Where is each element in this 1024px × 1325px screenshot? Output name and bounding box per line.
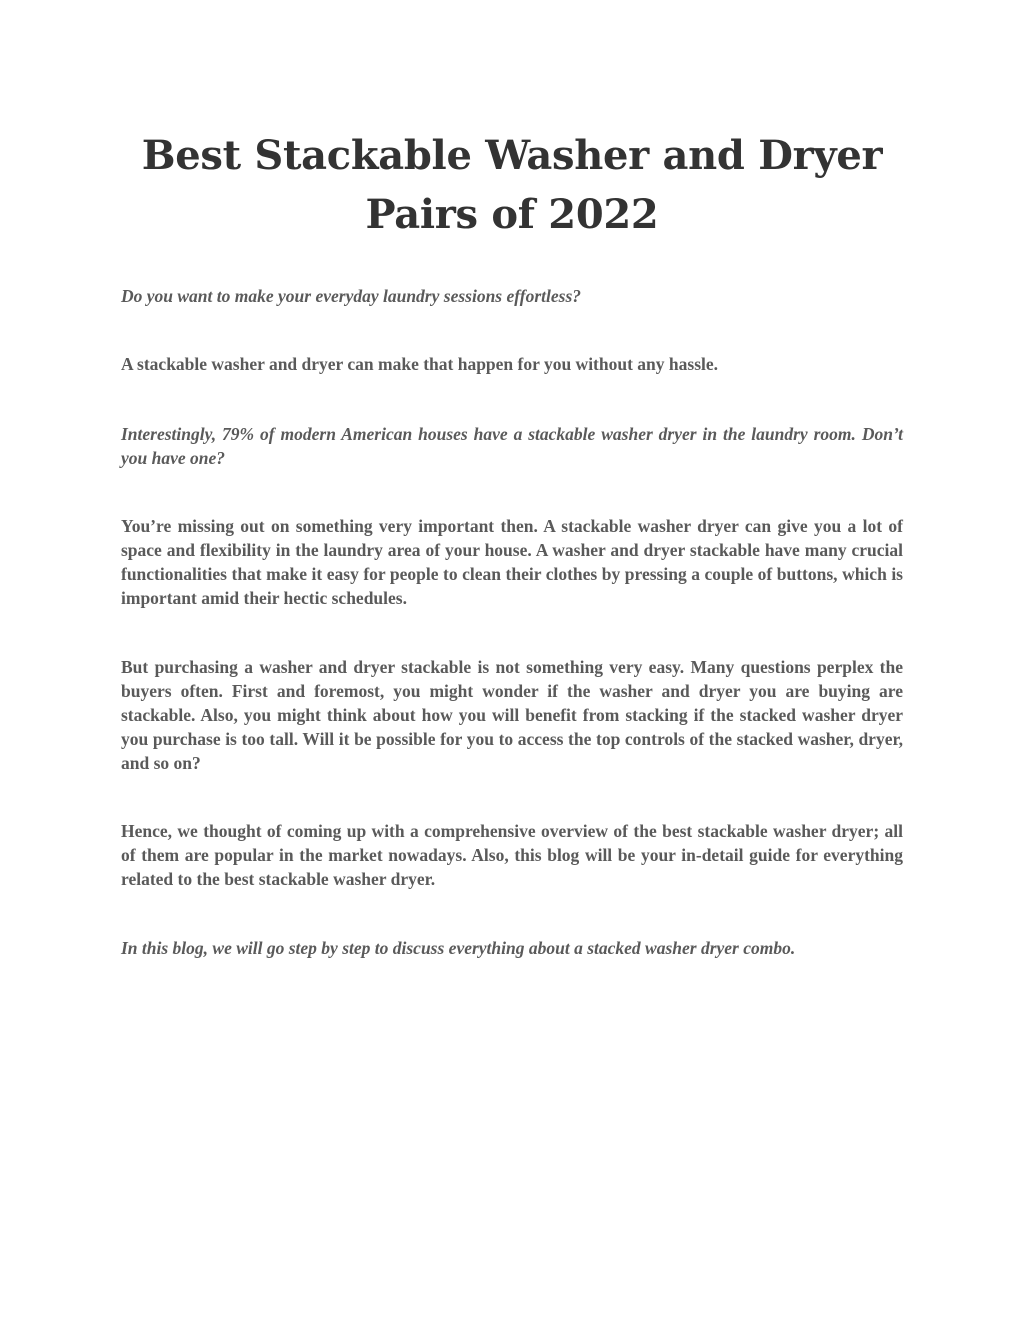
intro-question-paragraph: Do you want to make your everyday laundry sessions effortless?: [121, 286, 582, 306]
overview-paragraph: Hence, we thought of coming up with a comprehensive overview of the best stackable washer dryer; all of them are popular in the market nowadays. Also, this blog will be your in-detail guide for everything related to the best stackable washer dryer.: [121, 821, 903, 889]
closing-paragraph: In this blog, we will go step by step to discuss everything about a stacked washer dryer combo.: [121, 938, 796, 958]
document-title: Best Stackable Washer and Dryer Pairs of 2022: [141, 132, 883, 238]
statistic-paragraph: Interestingly, 79% of modern American houses have a stackable washer dryer in the laundry room. Don’t you have one?: [121, 424, 903, 468]
intro-answer-paragraph: A stackable washer and dryer can make that happen for you without any hassle.: [121, 354, 719, 374]
benefits-paragraph: You’re missing out on something very important then. A stackable washer dryer can give you a lot of space and flexibility in the laundry area of your house. A washer and dryer stackable have many crucial functionalities that make it easy for people to clean their clothes by pressing a couple of buttons, which is important amid their hectic schedules.: [121, 516, 903, 608]
buying-questions-paragraph: But purchasing a washer and dryer stackable is not something very easy. Many questions perplex the buyers often. First and foremost, you might wonder if the washer and dryer you are buying are stackable. Also, you might think about how you will benefit from stacking if the stacked washer dryer you purchase is too tall. Will it be possible for you to access the top controls of the stacked washer, dryer, and so on?: [121, 657, 903, 773]
